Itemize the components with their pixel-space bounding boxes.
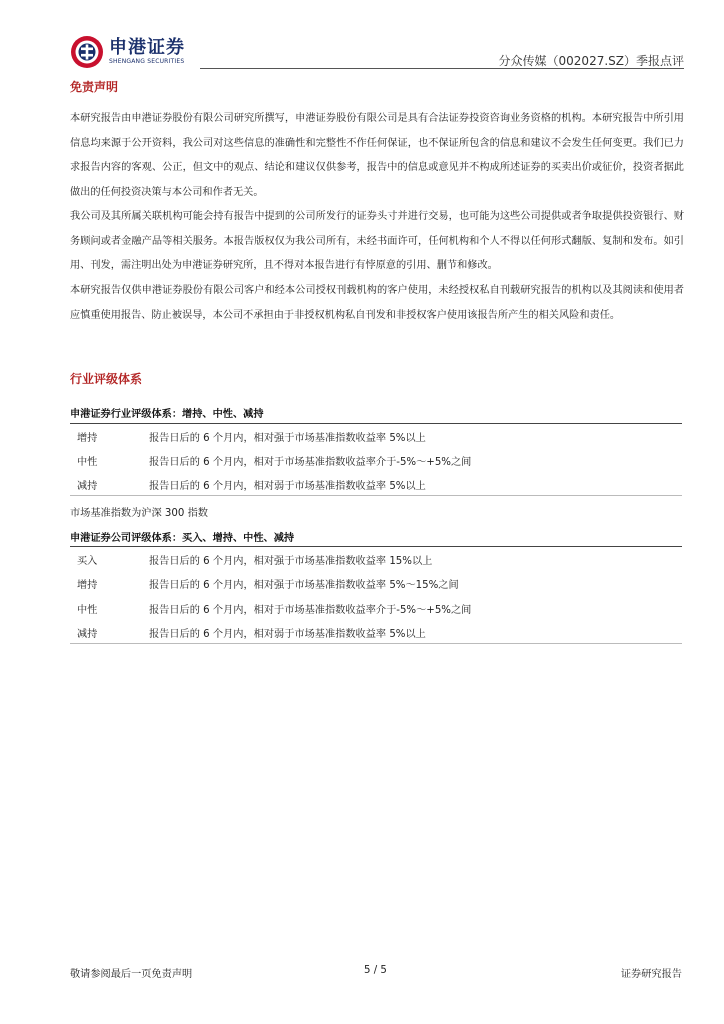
rating-description: 报告日后的 6 个月内，相对强于市场基准指数收益率 5%以上 [149, 433, 426, 444]
rating-label: 增持 [77, 580, 98, 591]
footer-report-type: 证券研究报告 [620, 969, 682, 980]
rating-description: 报告日后的 6 个月内，相对于市场基准指数收益率介于-5%～+5%之间 [149, 605, 472, 616]
page-header [70, 34, 684, 74]
disclaimer-paragraph-2: 我公司及其所属关联机构可能会持有报告中提到的公司所发行的证券头寸并进行交易，也可能为这些公司提供或者争取提供投资银行、财务顾问或者金融产品等相关服务。本报告版权仅为我公司所有，未经书面许可，任何机构和个人不得以任何形式翻版、复制和发布。如引用、刊发，需注明出处为申港证券研究所，且不得对本报告进行有悖原意的引用、删节和修改。 [70, 211, 684, 272]
table-row [70, 620, 682, 644]
rating-label: 中性 [77, 605, 98, 616]
table-row [70, 448, 682, 472]
table-row [70, 596, 682, 620]
page-number: 5 / 5 [364, 965, 387, 976]
rating-description: 报告日后的 6 个月内，相对于市场基准指数收益率介于-5%～+5%之间 [149, 457, 472, 468]
disclaimer-paragraph-1: 本研究报告由申港证券股份有限公司研究所撰写，申港证券股份有限公司是具有合法证券投资咨询业务资格的机构。本研究报告中所引用信息均来源于公开资料，我公司对这些信息的准确性和完整性不作任何保证，也不保证所包含的信息和建议不会发生任何变更。我们已力求报告内容的客观、公正，但文中的观点、结论和建议仅供参考，报告中的信息或意见并不构成所述证券的买卖出价或征价，投资者据此做出的任何投资决策与本公司和作者无关。 [70, 113, 684, 198]
shengang-logo-icon [70, 35, 104, 69]
rating-label: 增持 [77, 433, 98, 444]
industry-rating-title: 申港证券行业评级体系：增持、中性、减持 [70, 409, 264, 420]
company-logo [70, 34, 185, 70]
industry-table-bottom-rule [70, 495, 682, 496]
benchmark-note: 市场基准指数为沪深 300 指数 [70, 508, 208, 519]
disclaimer-heading: 免责声明 [70, 80, 119, 94]
logo-english-name: SHENGANG SECURITIES [109, 58, 185, 65]
rating-label: 中性 [77, 457, 98, 468]
disclaimer-paragraph-3: 本研究报告仅供申港证券股份有限公司客户和经本公司授权刊载机构的客户使用，未经授权私自刊载研究报告的机构以及其阅读和使用者应慎重使用报告、防止被误导，本公司不承担由于非授权机构私自刊发和非授权客户使用该报告所产生的相关风险和责任。 [70, 285, 684, 321]
logo-chinese-name: 申港证券 [109, 37, 185, 58]
rating-description: 报告日后的 6 个月内，相对弱于市场基准指数收益率 5%以上 [149, 481, 426, 492]
rating-description: 报告日后的 6 个月内，相对强于市场基准指数收益率 5%～15%之间 [149, 580, 459, 591]
table-row [70, 472, 682, 496]
rating-label: 减持 [77, 629, 98, 640]
table-row [70, 571, 682, 595]
header-divider [200, 68, 684, 69]
company-rating-title: 申港证券公司评级体系：买入、增持、中性、减持 [70, 533, 295, 544]
company-table-bottom-rule [70, 643, 682, 644]
rating-description: 报告日后的 6 个月内，相对弱于市场基准指数收益率 5%以上 [149, 629, 426, 640]
table-row [70, 424, 682, 448]
rating-label: 减持 [77, 481, 98, 492]
footer-disclaimer-note: 敬请参阅最后一页免责声明 [70, 969, 193, 980]
table-row [70, 547, 682, 571]
rating-description: 报告日后的 6 个月内，相对强于市场基准指数收益率 15%以上 [149, 556, 433, 567]
rating-heading: 行业评级体系 [70, 372, 143, 386]
report-title: 分众传媒（002027.SZ）季报点评 [498, 54, 684, 68]
rating-label: 买入 [77, 556, 98, 567]
